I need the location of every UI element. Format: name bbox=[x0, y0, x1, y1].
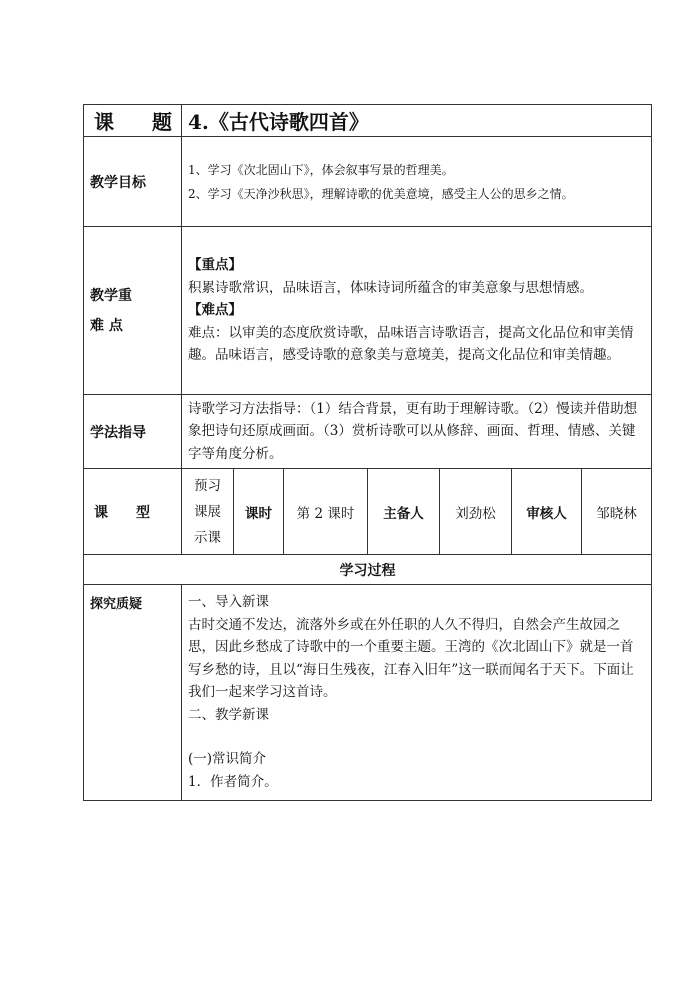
section1-title: 一、导入新课 bbox=[188, 594, 269, 610]
lesson-title: 4.《古代诗歌四首》 bbox=[182, 105, 652, 137]
lesson-type-label: 课 型 bbox=[84, 469, 182, 555]
preparer-label: 主备人 bbox=[368, 469, 440, 555]
key-points-heading: 【重点】 bbox=[188, 257, 242, 274]
topic-label: 课 题 bbox=[84, 105, 182, 137]
objective-item-2: 2、学习《天净沙秋思》，理解诗歌的优美意境，感受主人公的思乡之情。 bbox=[188, 186, 574, 201]
focus-label bbox=[84, 227, 182, 395]
preparer-value: 刘劲松 bbox=[440, 469, 512, 555]
objectives-content bbox=[182, 137, 652, 227]
difficult-points-heading: 【难点】 bbox=[188, 302, 242, 319]
item1: 1．作者简介。 bbox=[188, 773, 278, 790]
lesson-type-line-2: 课展 bbox=[194, 503, 221, 520]
key-points-text: 积累诗歌常识，品味语言，体味诗词所蕴含的审美意象与思想情感。 bbox=[188, 279, 593, 296]
lesson-plan-table bbox=[83, 104, 652, 801]
period-value: 第 2 课时 bbox=[284, 469, 368, 555]
objectives-row bbox=[84, 137, 652, 227]
method-row bbox=[84, 395, 652, 469]
objective-item-1: 1、学习《次北固山下》，体会叙事写景的哲理美。 bbox=[188, 162, 454, 177]
section1-text: 古时交通不发达，流落外乡或在外任职的人久不得归，自然会产生故园之思，因此乡愁成了诗歌中的一个重要主题。王湾的《次北固山下》就是一首写乡愁的诗，且以“海日生残夜，江春入旧年”这一联而闻名于天下。下面让我们一起来学习这首诗。 bbox=[188, 616, 634, 700]
process-heading-row bbox=[84, 555, 652, 585]
lesson-type-line-3: 示课 bbox=[194, 529, 221, 546]
reviewer-value: 邹晓林 bbox=[582, 469, 652, 555]
lesson-type-line-1: 预习 bbox=[194, 477, 221, 494]
focus-content bbox=[182, 227, 652, 395]
method-label: 学法指导 bbox=[84, 395, 182, 469]
section2-title: 二、教学新课 bbox=[188, 706, 269, 723]
reviewer-label: 审核人 bbox=[512, 469, 582, 555]
subsection1-title: (一)常识简介 bbox=[188, 751, 267, 767]
process-content bbox=[182, 585, 652, 801]
blank-line bbox=[188, 726, 645, 748]
focus-label-line2: 难 点 bbox=[90, 317, 123, 334]
difficult-points-text: 难点：以审美的态度欣赏诗歌，品味语言诗歌语言，提高文化品位和审美情趣。品味语言，感受诗歌的意象美与意境美，提高文化品位和审美情趣。 bbox=[188, 324, 634, 364]
lesson-type-value bbox=[182, 469, 234, 555]
method-text: 诗歌学习方法指导：（1）结合背景，更有助于理解诗歌。（2）慢读并借助想象把诗句还原成画面。（3）赏析诗歌可以从修辞、画面、哲理、情感、关键字等角度分析。 bbox=[182, 395, 652, 469]
period-label: 课时 bbox=[234, 469, 284, 555]
focus-label-line1: 教学重 bbox=[90, 287, 132, 304]
process-row bbox=[84, 585, 652, 801]
title-row bbox=[84, 105, 652, 137]
lesson-type-row bbox=[84, 469, 652, 555]
process-heading: 学习过程 bbox=[84, 555, 652, 585]
focus-row bbox=[84, 227, 652, 395]
objectives-label: 教学目标 bbox=[84, 137, 182, 227]
explore-label: 探究质疑 bbox=[84, 585, 182, 801]
